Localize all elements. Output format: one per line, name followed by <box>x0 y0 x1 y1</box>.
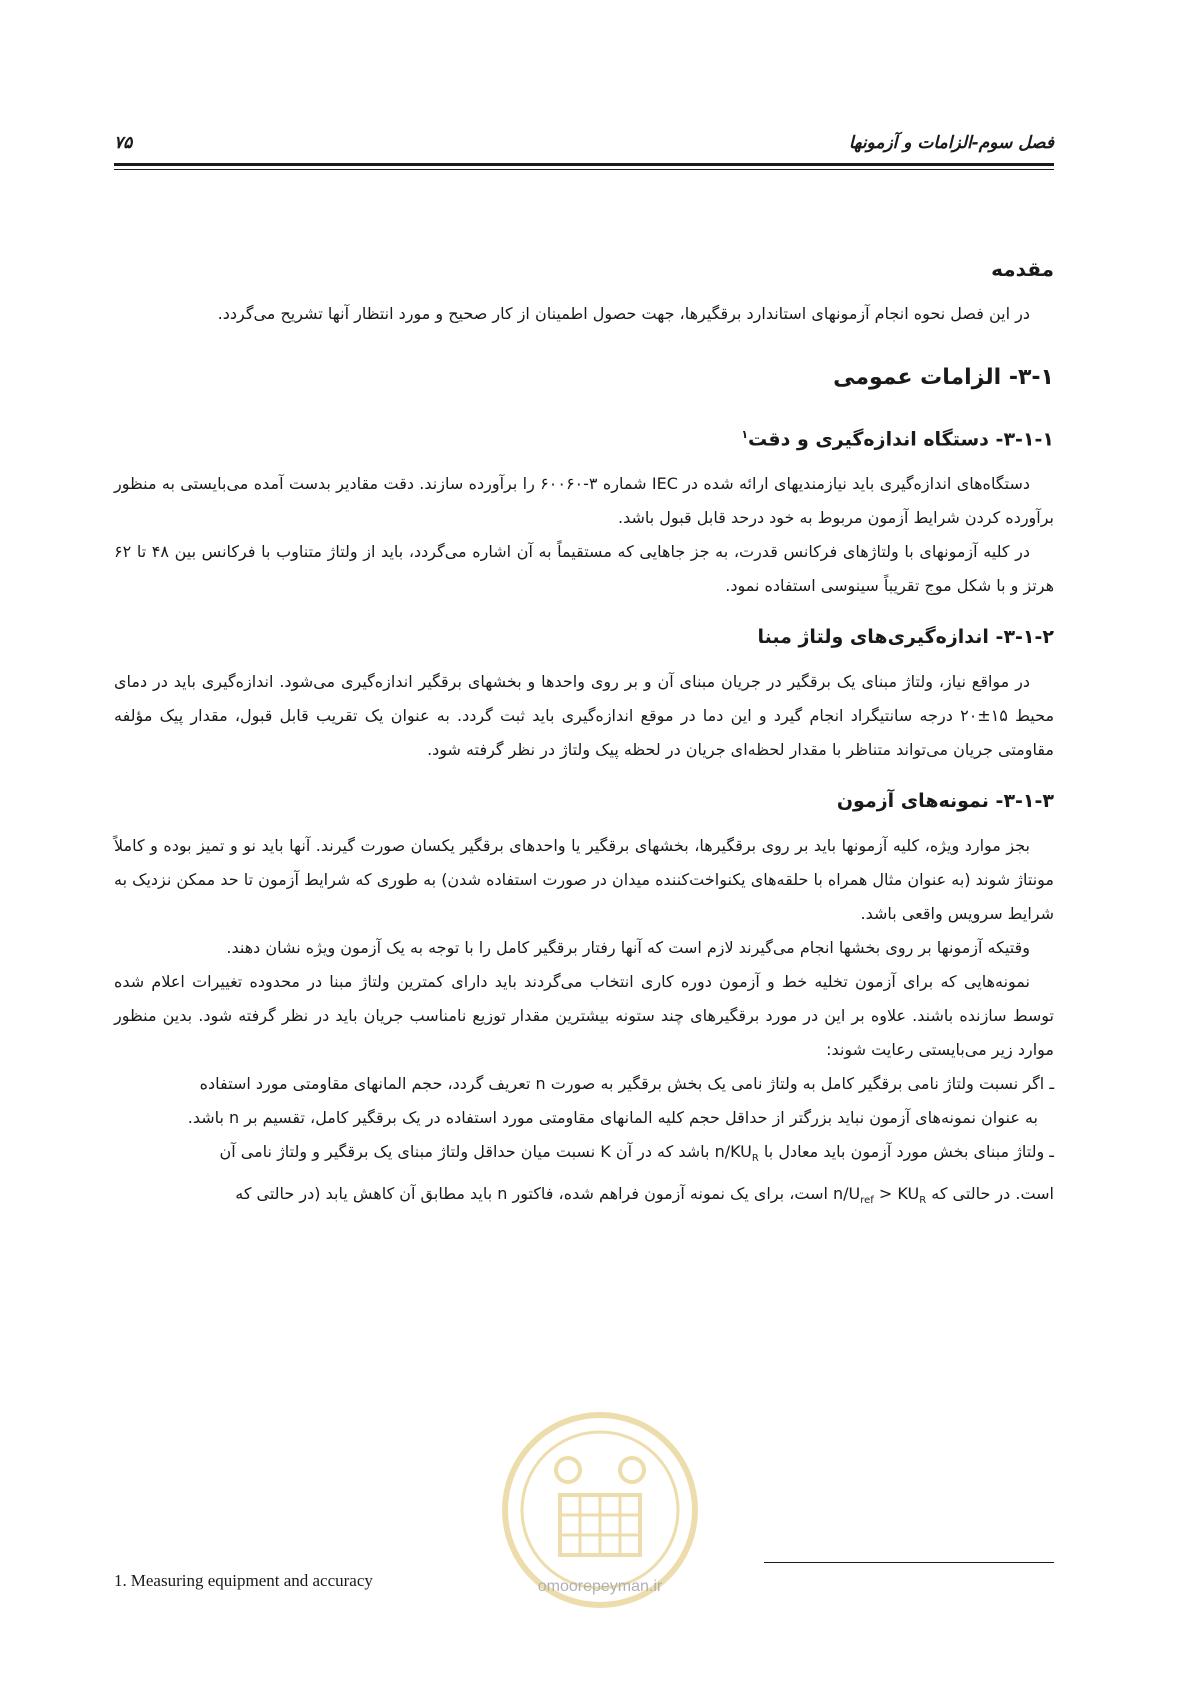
section-heading-3-1-2: ۳-۱-۲- اندازه‌گیری‌های ولتاژ مبنا <box>757 626 1054 649</box>
footnote-separator <box>764 1562 1054 1563</box>
formula-ku <box>730 1142 759 1165</box>
section-heading-3-1-1 <box>114 421 1054 453</box>
footnote-number: 1. <box>114 1571 127 1590</box>
section-heading-3-1-3: ۳-۱-۳- نمونه‌های آزمون <box>836 790 1054 813</box>
paragraph: نمونه‌هایی که برای آزمون تخلیه خط و آزمون دوره کاری انتخاب می‌گردند باید دارای کمترین ولتاژ مبنا در محدوده تغییرات اعلام شده توسط سازنده باشند. علاوه بر این در مورد برقگیرهای چند ستونه بیشترین مقدار توزیع نامناسب جریان باید در نظر گرفته شود. بدین منظور موارد زیر می‌بایستی رعایت شوند: <box>114 972 1054 1060</box>
bullet-text: /n است، برای یک نمونه آزمون فراهم شده، فاکتور n باید مطابق آن کاهش یابد (در حالتی که <box>235 1183 849 1203</box>
formula-subscript: R <box>751 1153 759 1165</box>
section-3-1-1-title: ۳-۱-۱- دستگاه اندازه‌گیری و دقت <box>748 428 1054 451</box>
formula-subscript: R <box>919 1194 927 1206</box>
paragraph: در مواقع نیاز، ولتاژ مبنای یک برقگیر در جریان مبنای آن و بر روی واحدها و بخشهای برقگیر اندازه‌گیری می‌شود. اندازه‌گیری باید در دمای محیط ۱۵±۲۰ درجه سانتیگراد انجام گیرد و این دما در موقع اندازه‌گیری باید ثبت گردد. به عنوان یک تقریب قابل قبول، مقدار پیک مؤلفه مقاومتی جریان می‌تواند متناظر با مقدار لحظه‌ای جریان در لحظه پیک ولتاژ در نظر گرفته شود. <box>114 672 1055 760</box>
paragraph: دستگاه‌های اندازه‌گیری باید نیازمندیهای ارائه شده در IEC شماره ۳-۶۰۰۶۰ را برآورده سازند. دقت مقادیر بدست آمده می‌بایستی به منظور برآورده کردن شرایط آزمون مربوط به خود درحد قابل قبول باشد. <box>114 474 1054 528</box>
bullet-text: است. در حالتی که <box>926 1183 1054 1203</box>
header-rule-thick <box>114 163 1054 166</box>
footnote-reference: ۱ <box>741 428 749 441</box>
chapter-title: فصل سوم-الزامات و آزمونها <box>848 133 1054 153</box>
formula-symbol: U <box>848 1183 861 1203</box>
watermark-seal-icon <box>480 1400 720 1640</box>
running-header <box>114 130 1054 156</box>
formula-subscript: ref <box>860 1194 874 1206</box>
formula-symbol: KU <box>730 1142 752 1162</box>
watermark-website: omoorepeyman.ir <box>537 1578 663 1595</box>
intro-paragraph: در این فصل نحوه انجام آزمونهای استاندارد برقگیرها، جهت حصول اطمینان از کار صحیح و مورد انتظار آنها تشریح می‌گردد. <box>217 304 1030 323</box>
formula-symbol: KU <box>897 1183 920 1203</box>
section-heading-3-1: ۳-۱- الزامات عمومی <box>833 365 1054 390</box>
bullet-text: /n باشد که در آن K نسبت میان حداقل ولتاژ مبنای یک برقگیر و ولتاژ نامی آن <box>219 1142 731 1162</box>
intro-heading: مقدمه <box>991 257 1054 281</box>
bullet-text: ـ ولتاژ مبنای بخش مورد آزمون باید معادل با <box>758 1142 1054 1162</box>
footnote <box>114 1570 1054 1592</box>
bullet-item-continuation: به عنوان نمونه‌های آزمون نباید بزرگتر از حداقل حجم کلیه المانهای مقاومتی مورد استفاده در یک برقگیر کامل، تقسیم بر n باشد. <box>187 1108 1038 1128</box>
formula-operator: > <box>873 1183 898 1203</box>
paragraph: وقتیکه آزمونها بر روی بخشها انجام می‌گیرند لازم است که آنها رفتار برقگیر کامل را با توجه به یک آزمون ویژه نشان دهند. <box>226 938 1030 958</box>
bullet-item: ـ اگر نسبت ولتاژ نامی برقگیر کامل به ولتاژ نامی یک بخش برقگیر به صورت n تعریف گردد، حجم المانهای مقاومتی مورد استفاده <box>199 1074 1054 1094</box>
header-rule-thin <box>114 169 1054 170</box>
bullet-item-continuation <box>114 1177 1054 1218</box>
page-body <box>114 255 1054 1218</box>
formula-uref <box>848 1183 927 1206</box>
page-number: ۷۵ <box>114 133 133 153</box>
bullet-item <box>114 1135 1054 1176</box>
footnote-text: Measuring equipment and accuracy <box>130 1571 373 1590</box>
paragraph: بجز موارد ویژه، کلیه آزمونها باید بر روی برقگیرها، بخشهای برقگیر یا واحدهای برقگیر یکسان صورت گیرند. آنها باید نو و تمیز بوده و کاملاً مونتاژ شوند (به عنوان مثال همراه با حلقه‌های یکنواخت‌کننده میدان در صورت استفاده شدن) به طوری که شرایط آزمون تا حد ممکن نزدیک به شرایط سرویس واقعی باشد. <box>114 836 1054 924</box>
paragraph: در کلیه آزمونهای با ولتاژهای فرکانس قدرت، به جز جاهایی که مستقیماً به آن اشاره می‌گردد، باید از ولتاژ متناوب با فرکانس بین ۴۸ تا ۶۲ هرتز و با شکل موج تقریباً سینوسی استفاده نمود. <box>114 542 1054 596</box>
